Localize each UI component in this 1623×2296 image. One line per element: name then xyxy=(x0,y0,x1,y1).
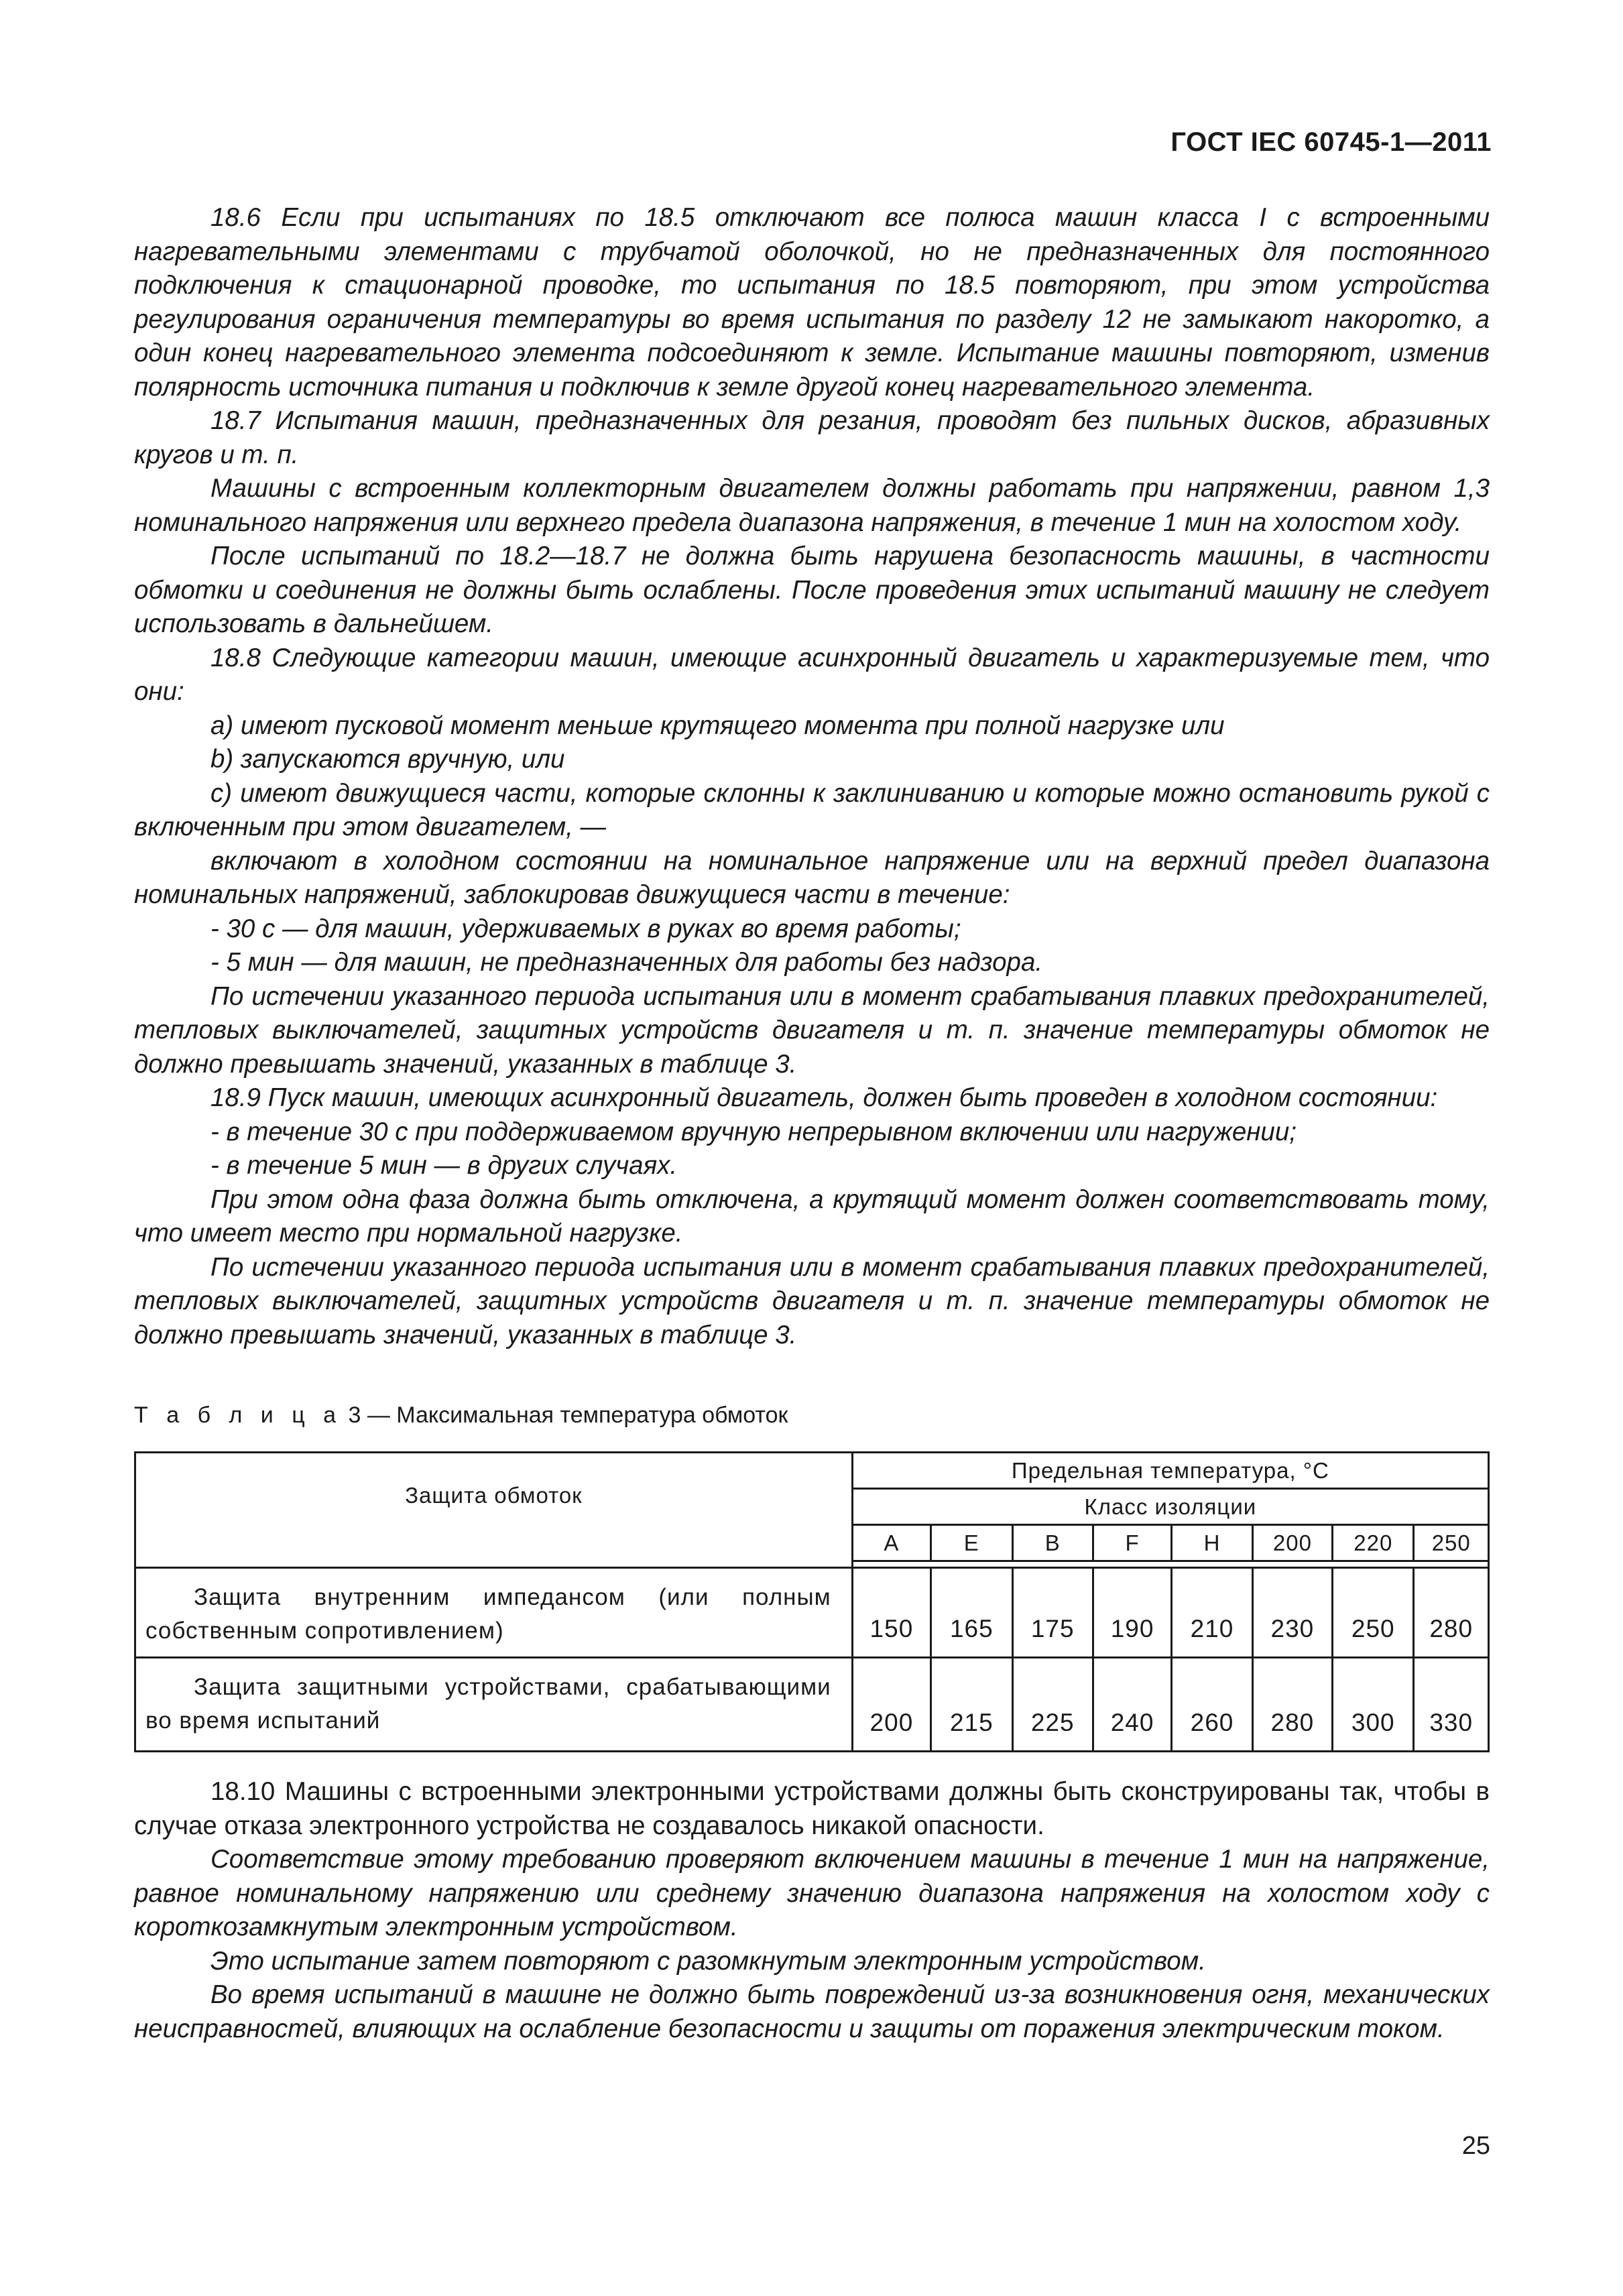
paragraph-commutator: Машины с встроенным коллекторным двигателем должны работать при напряжении, равном 1,3 номинального напряжения или верхнего предела диапазона напряжения, в течение 1 мин на холостом ходу. xyxy=(134,474,1490,537)
header-spacer xyxy=(852,1561,1488,1568)
list-item-b: b) запускаются вручную, или xyxy=(211,745,565,774)
table-cell: 165 xyxy=(931,1568,1012,1658)
class-cell: F xyxy=(1093,1525,1171,1561)
class-cell: E xyxy=(931,1525,1012,1561)
class-cell: 200 xyxy=(1252,1525,1332,1561)
class-cell: 250 xyxy=(1414,1525,1489,1561)
table-cell: 190 xyxy=(1093,1568,1171,1658)
class-cell: 220 xyxy=(1333,1525,1414,1561)
paragraph-18-7: 18.7 Испытания машин, предназначенных для резания, проводят без пильных дисков, абразивных кругов и т. п. xyxy=(134,406,1490,469)
class-cell: H xyxy=(1172,1525,1252,1561)
paragraph-no-damage: Во время испытаний в машине не должно быть повреждений из-за возникновения огня, механических неисправностей, влияющих на ослабление безопасности и защиты от поражения электрическим током. xyxy=(134,1980,1490,2043)
paragraph-18-6: 18.6 Если при испытаниях по 18.5 отключают все полюса машин класса I с встроенными нагревательными элементами с трубчатой оболочкой, но не предназначенных для постоянного подключения к стационарной проводке, то испытания по 18.5 повторяют, при этом устройства регулирования ограничения температуры во время испытания по разделу 12 не замыкают накоротко, а один конец нагревательного элемента подсоединяют к земле. Испытание машины повторяют, изменив полярность источника питания и подключив к земле другой конец нагревательного элемента. xyxy=(134,203,1490,402)
header-insulation-class: Класс изоляции xyxy=(852,1489,1488,1525)
paragraph-18-8: 18.8 Следующие категории машин, имеющие асинхронный двигатель и характеризуемые тем, что они: xyxy=(134,643,1490,706)
table-cell: 225 xyxy=(1012,1658,1093,1752)
table-cell: 215 xyxy=(931,1658,1012,1752)
table-cell: 280 xyxy=(1414,1568,1489,1658)
paragraph-temperature-limit-1: По истечении указанного периода испытания или в момент срабатывания плавких предохранителей, тепловых выключателей, защитных устройств двигателя и т. п. значение температуры обмоток не должно превышать значений, указанных в таблице 3. xyxy=(134,981,1490,1079)
paragraph-repeat-test: Это испытание затем повторяют с разомкнутым электронным устройством. xyxy=(211,1946,1206,1976)
list-item-5min: - 5 мин — для машин, не предназначенных для работы без надзора. xyxy=(211,948,1043,977)
list-item-c: c) имеют движущиеся части, которые склонны к заклиниванию и которые можно остановить рукой с включенным при этом двигателем, — xyxy=(134,778,1490,841)
table-cell: 210 xyxy=(1172,1568,1252,1658)
table-row xyxy=(135,1658,1489,1752)
header-protection: Защита обмоток xyxy=(135,1453,853,1561)
paragraph-18-9: 18.9 Пуск машин, имеющих асинхронный двигатель, должен быть проведен в холодном состоянии: xyxy=(211,1083,1438,1112)
table-cell: 300 xyxy=(1333,1658,1414,1752)
table-caption-title: 3 — Максимальная температура обмоток xyxy=(348,1402,788,1428)
table-cell: 240 xyxy=(1093,1658,1171,1752)
paragraph-after-tests: После испытаний по 18.2—18.7 не должна быть нарушена безопасность машины, в частности обмотки и соединения не должны быть ослаблены. После проведения этих испытаний машину не следует использовать в дальнейшем. xyxy=(134,542,1490,638)
table-cell: 330 xyxy=(1414,1658,1489,1752)
row-label: Защита защитными устройствами, срабатывающими во время испытаний xyxy=(135,1658,853,1752)
table-cell: 175 xyxy=(1012,1568,1093,1658)
page-number: 25 xyxy=(1461,2132,1490,2160)
list-item-5min-other: - в течение 5 мин — в других случаях. xyxy=(211,1151,678,1180)
table-cell: 230 xyxy=(1252,1568,1332,1658)
class-cell: B xyxy=(1012,1525,1093,1561)
header-spacer xyxy=(135,1561,853,1568)
list-item-30s: - 30 с — для машин, удерживаемых в руках во время работы; xyxy=(211,914,961,943)
header-limit-temperature: Предельная температура, °С xyxy=(852,1453,1488,1489)
paragraph-switch-on: включают в холодном состоянии на номинальное напряжение или на верхний предел диапазона номинальных напряжений, заблокировав движущиеся части в течение: xyxy=(134,846,1490,909)
table-cell: 250 xyxy=(1333,1568,1414,1658)
table-row xyxy=(135,1568,1489,1658)
table-cell: 280 xyxy=(1252,1658,1332,1752)
after-table-text xyxy=(134,1775,1490,2046)
table-caption-label: Т а б л и ц а xyxy=(134,1402,343,1428)
class-cell: A xyxy=(852,1525,930,1561)
paragraph-phase-off: При этом одна фаза должна быть отключена, а крутящий момент должен соответствовать тому, что имеет место при нормальной нагрузке. xyxy=(134,1185,1490,1248)
list-item-30s-manual: - в течение 30 с при поддерживаемом вручную непрерывном включении или нагружении; xyxy=(211,1117,1297,1146)
main-text xyxy=(134,201,1490,1352)
table-3 xyxy=(134,1451,1490,1752)
table-caption xyxy=(134,1402,788,1429)
list-item-a: a) имеют пусковой момент меньше крутящего момента при полной нагрузке или xyxy=(211,711,1225,740)
paragraph-18-10: 18.10 Машины с встроенными электронными устройствами должны быть сконструированы так, чтобы в случае отказа электронного устройства не создавалось никакой опасности. xyxy=(134,1777,1490,1840)
row-label: Защита внутренним импедансом (или полным собственным сопротивлением) xyxy=(135,1568,853,1658)
table-cell: 150 xyxy=(852,1568,930,1658)
paragraph-compliance: Соответствие этому требованию проверяют включением машины в течение 1 мин на напряжение, равное номинальному напряжению или среднему значению диапазона напряжения на холостом ходу с короткозамкнутым электронным устройством. xyxy=(134,1845,1490,1941)
table-cell: 260 xyxy=(1172,1658,1252,1752)
paragraph-temperature-limit-2: По истечении указанного периода испытания или в момент срабатывания плавких предохранителей, тепловых выключателей, защитных устройств двигателя и т. п. значение температуры обмоток не должно превышать значений, указанных в таблице 3. xyxy=(134,1252,1490,1349)
table-cell: 200 xyxy=(852,1658,930,1752)
document-code-header: ГОСТ IEC 60745-1—2011 xyxy=(1170,127,1492,157)
